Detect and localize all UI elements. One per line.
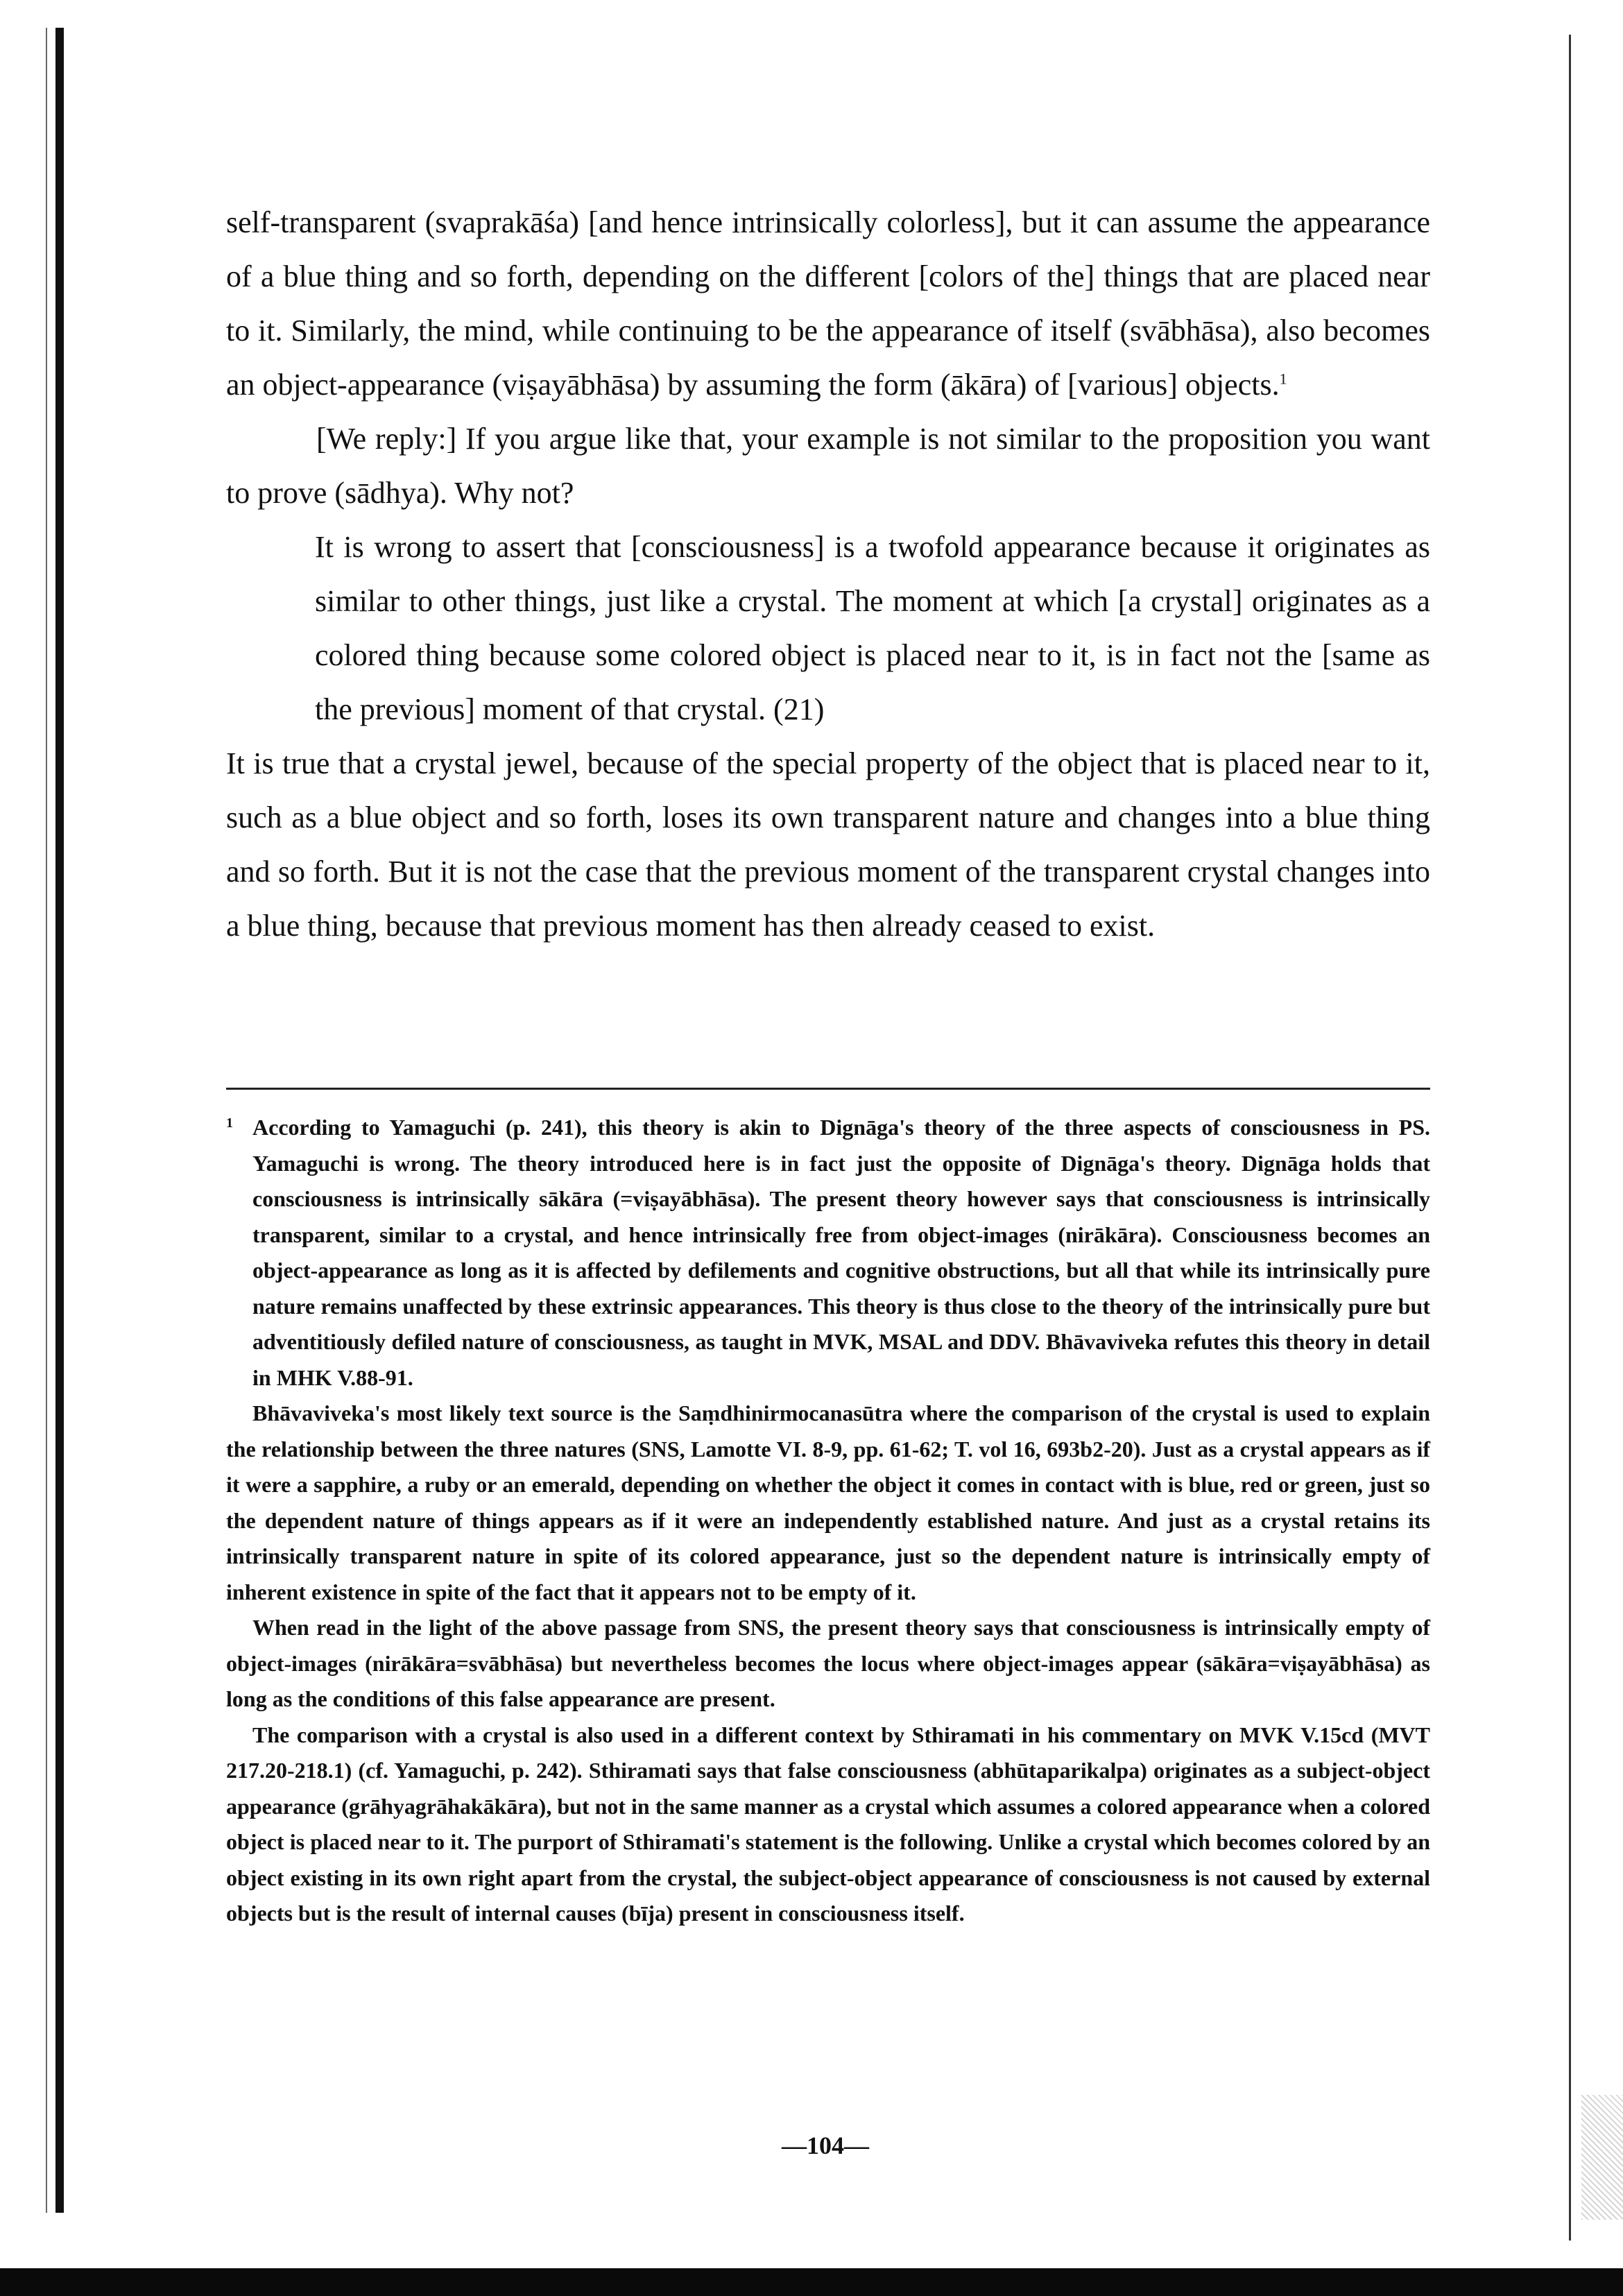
paragraph-1 xyxy=(226,196,1430,412)
paragraph-1-text: self-transparent (svaprakāśa) [and hence intrinsically colorless], but it can assume the appearance of a blue thing and so forth, depending on the different [colors of the] things that are placed near to it. Similarly, the mind, while continuing to be the appearance of itself (svābhāsa), also becomes an object-appearance (viṣayābhāsa) by assuming the form (ākāra) of [various] objects. xyxy=(226,205,1430,402)
footnote-marker: 1 xyxy=(226,1115,233,1131)
paragraph-2: [We reply:] If you argue like that, your example is not similar to the proposition you want to prove (sādhya). Why not? xyxy=(226,422,1430,510)
main-text xyxy=(226,196,1430,953)
footnote-1-para-4: The comparison with a crystal is also used in a different context by Sthiramati in his commentary on MVK V.15cd (MVT 217.20-218.1) (cf. Yamaguchi, p. 242). Sthiramati says that false consciousness (abhūtaparikalpa) originates as a subject-object appearance (grāhyagrāhakākāra), but not in the same manner as a crystal which assumes a colored appearance when a colored object is placed near to it. The purport of Sthiramati's statement is the following. Unlike a crystal which becomes colored by an object existing in its own right apart from the crystal, the subject-object appearance of consciousness is not caused by external objects but is the result of internal causes (bīja) present in consciousness itself. xyxy=(226,1722,1430,1926)
scan-speckle xyxy=(1581,2095,1623,2220)
page-number: —104— xyxy=(782,2132,869,2159)
footnotes xyxy=(226,1110,1430,1932)
footnote-1-text: According to Yamaguchi (p. 241), this theory is akin to Dignāga's theory of the three aspects of consciousness in PS. Yamaguchi is wrong. The theory introduced here is in fact just the opposite of Dignāga's theory. Dignāga holds that consciousness is intrinsically sākāra (=viṣayābhāsa). The present theory however says that consciousness is intrinsically transparent, similar to a crystal, and hence intrinsically free from object-images (nirākāra). Consciousness becomes an object-appearance as long as it is affected by defilements and cognitive obstructions, but all that while its intrinsically pure nature remains unaffected by these extrinsic appearances. This theory is thus close to the theory of the intrinsically pure but adventitiously defiled nature of consciousness, as taught in MVK, MSAL and DDV. Bhāvaviveka refutes this theory in detail in MHK V.88-91. xyxy=(252,1115,1430,1390)
scan-edge-bar-left xyxy=(55,28,64,2213)
footnote-1-para-3: When read in the light of the above passage from SNS, the present theory says that consciousness is intrinsically empty of object-images (nirākāra=svābhāsa) but nevertheless becomes the locus where object-images appear (sākāra=viṣayābhāsa) as long as the conditions of this false appearance are present. xyxy=(226,1615,1430,1711)
footnote-1 xyxy=(226,1110,1430,1396)
footnote-rule xyxy=(226,1088,1430,1090)
paragraph-3: It is true that a crystal jewel, because of the special property of the object that is placed near to it, such as a blue object and so forth, loses its own transparent nature and changes into a blue thing and so forth. But it is not the case that the previous moment of the transparent crystal changes into a blue thing, because that previous moment has then already ceased to exist. xyxy=(226,746,1430,943)
verse-21: It is wrong to assert that [consciousness] is a twofold appearance because it originates as similar to other things, just like a crystal. The moment at which [a crystal] originates as a colored thing because some colored object is placed near to it, is in fact not the [same as the previous] moment of that crystal. (21) xyxy=(315,530,1430,726)
scan-edge-line-left xyxy=(46,28,47,2213)
scan-edge-line-right xyxy=(1569,35,1571,2241)
footnote-1-para-2: Bhāvaviveka's most likely text source is the Saṃdhinirmocanasūtra where the comparison of the crystal is used to explain the relationship between the three natures (SNS, Lamotte VI. 8-9, pp. 61-62; T. vol 16, 693b2-20). Just as a crystal appears as if it were a sapphire, a ruby or an emerald, depending on whether the object it comes in contact with is blue, red or green, just so the dependent nature of things appears as if it were an independently established nature. And just as a crystal retains its intrinsically transparent nature in spite of its colored appearance, just so the dependent nature is intrinsically empty of inherent existence in spite of the fact that it appears not to be empty of it. xyxy=(226,1400,1430,1604)
scan-bottom-band xyxy=(0,2268,1623,2296)
footnote-reference: 1 xyxy=(1279,370,1287,388)
